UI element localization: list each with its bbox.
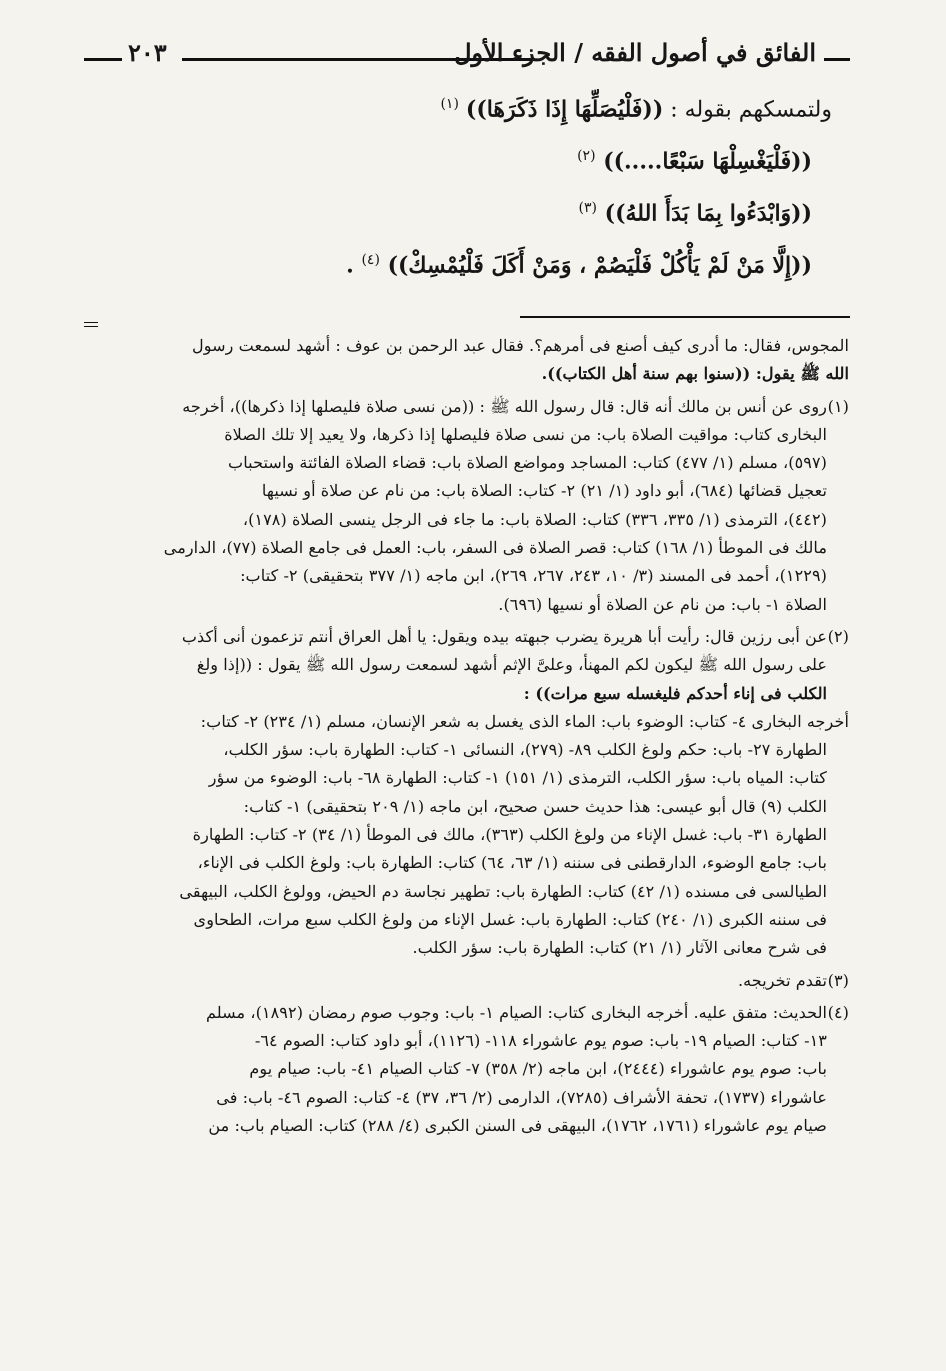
footnote-line: (٤)الحديث: متفق عليه. أخرجه البخارى كتاب: الصيام ١- باب: وجوب صوم رمضان (١٨٩٢)، مسلم	[88, 999, 849, 1027]
header-title: الفائق في أصول الفقه / الجزء الأول	[454, 38, 816, 67]
footnote-line: (١)روى عن أنس بن مالك أنه قال: قال رسول الله ﷺ : ((من نسى صلاة فليصلها إذا ذكرها))، أخرجه	[88, 393, 849, 421]
footnote-line: (٥٩٧)، مسلم (١/ ٤٧٧) كتاب: المساجد ومواضع الصلاة باب: قضاء الصلاة الفائتة واستحباب	[228, 453, 827, 473]
footnote-line: (١٢٢٩)، أحمد فى المسند (٣/ ١٠، ٢٤٣، ٢٦٧، ٢٦٩)، ابن ماجه (١/ ٣٧٧ بتحقيقى) ٢- كتاب:	[240, 566, 827, 586]
footnote-number: (٢)	[827, 626, 849, 646]
footnote-line: (٣)تقدم تخريجه.	[88, 967, 849, 995]
main-line: ولتمسكهم بقوله : ((فَلْيُصَلِّهَا إِذَا ذَكَرَهَا)) $^{(١)}$	[440, 96, 832, 123]
footnote-line: الطيالسى فى مسنده (١/ ٤٢) كتاب: الطهارة باب: تطهير نجاسة دم الحيض، وولوغ الكلب، البيهقى	[179, 881, 827, 901]
main-line: ((إِلَّا مَنْ لَمْ يَأْكُلْ فَلْيَصُمْ ، وَمَنْ أَكَلَ فَلْيُمْسِكْ)) $^{(٤)}$ .	[346, 252, 812, 279]
footnote-number: (١)	[827, 396, 849, 416]
footnote-line: المجوس، فقال: ما أدرى كيف أصنع فى أمرهم؟. فقال عبد الرحمن بن عوف : أشهد لسمعت رسول	[191, 336, 849, 355]
running-header	[84, 38, 850, 80]
footnote-line: تعجيل قضائها (٦٨٤)، أبو داود (١/ ٢١) ٢- كتاب: الصلاة باب: من نام عن صلاة أو نسيها	[261, 481, 827, 501]
header-rule-right	[824, 58, 850, 61]
footnote-line: باب: جامع الوضوء، الدارقطنى فى سننه (١/ ٦٣، ٦٤) كتاب: الطهارة باب: ولوغ الكلب فى الإناء،	[197, 853, 827, 873]
footnote-divider	[520, 316, 850, 318]
footnote-line: أخرجه البخارى ٤- كتاب: الوضوء باب: الماء الذى يغسل به شعر الإنسان، مسلم (١/ ٢٣٤) ٢- كتاب:	[200, 711, 849, 731]
footnote-1	[88, 393, 849, 619]
margin-mark	[84, 322, 98, 323]
main-line: ((فَلْيَغْسِلْهَا سَبْعًا.....)) $^{(٢)}$	[577, 148, 812, 175]
footnote-line: صيام يوم عاشوراء (١٧٦١، ١٧٦٢)، البيهقى فى السنن الكبرى (٤/ ٢٨٨) كتاب: الصيام باب: من	[208, 1116, 827, 1136]
footnote-ref: (١)	[440, 96, 459, 112]
footnotes	[88, 332, 849, 1140]
footnote-line: (٢)عن أبى رزين قال: رأيت أبا هريرة يضرب جبهته بيده ويقول: يا أهل العراق أنتم تزعمون أنى أكذب	[88, 623, 849, 651]
footnote-line: على رسول الله ﷺ ليكون لكم المهنأ، وعلىَّ الإثم أشهد لسمعت رسول الله ﷺ يقول : ((إذا ولغ	[196, 655, 827, 675]
footnote-line: الله ﷺ يقول: ((سنوا بهم سنة أهل الكتاب)).	[541, 364, 849, 384]
footnote-line: مالك فى الموطأ (١/ ١٦٨) كتاب: قصر الصلاة فى السفر، باب: العمل فى جامع الصلاة (٧٧)، الدارمى	[163, 538, 827, 558]
footnote-line: فى شرح معانى الآثار (١/ ٢١) كتاب: الطهارة باب: سؤر الكلب.	[412, 938, 827, 958]
footnote-line: عاشوراء (١٧٣٧)، تحفة الأشراف (٧٢٨٥)، الدارمى (٢/ ٣٦، ٣٧) ٤- كتاب: الصوم ٤٦- باب: فى	[216, 1087, 827, 1107]
footnote-line: الطهارة ٢٧- باب: حكم ولوغ الكلب ٨٩- (٢٧٩)، النسائى ١- كتاب: الطهارة باب: سؤر الكلب،	[223, 740, 827, 760]
footnote-ref: (٢)	[577, 148, 596, 164]
page-number: ٢٠٣	[128, 38, 167, 67]
footnote-number: (٤)	[827, 1002, 849, 1022]
footnote-line: باب: صوم يوم عاشوراء (٢٤٤٤)، ابن ماجه (٢/ ٣٥٨) ٧- كتاب الصيام ٤١- باب: صيام يوم	[249, 1059, 827, 1079]
footnote-line: الكلب فى إناء أحدكم فليغسله سبع مرات)) :	[523, 683, 827, 703]
footnote-line: البخارى كتاب: مواقيت الصلاة باب: من نسى صلاة فليصلها إذا ذكرها، ولا يعيد إلا تلك الصلاة	[224, 424, 827, 444]
footnote-line: الكلب (٩) قال أبو عيسى: هذا حديث حسن صحيح، ابن ماجه (١/ ٢٠٩ بتحقيقى) ١- كتاب:	[243, 796, 827, 816]
header-rule-left	[84, 58, 122, 61]
footnote-number: (٣)	[827, 970, 849, 990]
footnote-line: الصلاة ١- باب: من نام عن الصلاة أو نسيها (٦٩٦).	[498, 594, 827, 614]
footnote-4	[88, 999, 849, 1140]
main-line: ((وَابْدَءُوا بِمَا بَدَأَ اللهُ)) $^{(٣)}$	[578, 200, 812, 227]
footnote-line: فى سننه الكبرى (١/ ٢٤٠) كتاب: الطهارة باب: غسل الإناء من ولوغ الكلب سبع مرات، الطحاوى	[193, 909, 827, 929]
footnote-continuation	[88, 332, 849, 389]
footnote-line: الطهارة ٣١- باب: غسل الإناء من ولوغ الكلب (٣٦٣)، مالك فى الموطأ (١/ ٣٤) ٢- كتاب: الطهارة	[192, 825, 827, 845]
footnote-line: ١٣- كتاب: الصيام ١٩- باب: صوم يوم عاشوراء ١١٨- (١١٢٦)، أبو داود كتاب: الصوم ٦٤-	[254, 1031, 827, 1051]
main-text	[96, 78, 832, 286]
footnote-3	[88, 967, 849, 995]
footnote-2	[88, 623, 849, 963]
footnote-line: كتاب: المياه باب: سؤر الكلب، الترمذى (١/ ١٥١) ١- كتاب: الطهارة ٦٨- باب: الوضوء من سؤر	[208, 768, 827, 788]
footnote-ref: (٤)	[361, 252, 380, 268]
footnote-ref: (٣)	[578, 200, 597, 216]
margin-mark	[84, 326, 98, 327]
footnote-line: (٤٤٢)، الترمذى (١/ ٣٣٥، ٣٣٦) كتاب: الصلاة باب: ما جاء فى الرجل ينسى الصلاة (١٧٨)،	[242, 509, 827, 529]
